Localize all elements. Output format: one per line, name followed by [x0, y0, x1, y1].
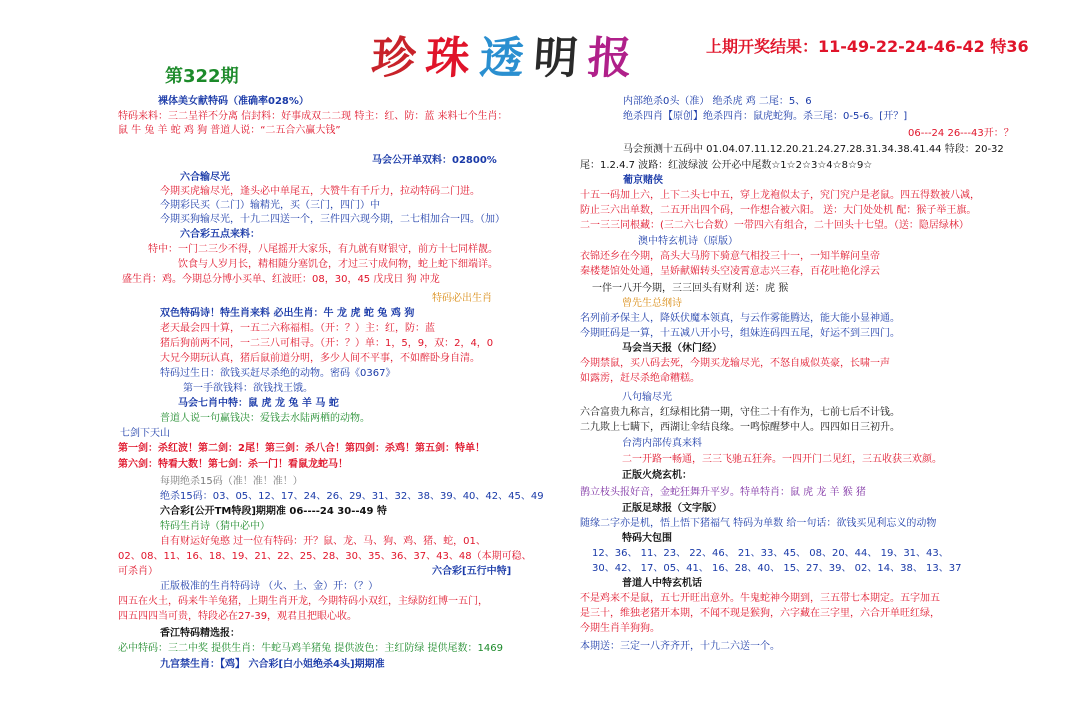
- right-text-line: 随缘二字亦是机，悟上悟下猪福气 特码为单数 给一句话：欲钱买见利忘义的动物: [580, 518, 937, 529]
- left-text-line: 特码过生日：欲钱买赶尽杀绝的动物。密码《0367》: [160, 368, 396, 379]
- left-text-line: 每期绝杀15码（准！准！准！）: [160, 476, 303, 487]
- right-text-line: 衣锦还乡在今期，高头大马胯下骑意气相投三十一，一知半解问皇帝: [580, 251, 880, 262]
- left-text-line: 九宫禁生肖：【鸡】 六合彩[白小姐绝杀4头]期期准: [160, 659, 385, 670]
- right-text-line: 二一三三同根藏：(三二六七合数）一带四六有组合，二十回头十七望。（送：隐居绿林）: [580, 220, 969, 231]
- right-text-line: 正版火烧玄机：: [622, 470, 692, 481]
- right-text-line: 六合富贵九称言，红绿相比猜一期，守住二十有作为，七前七后不计钱。: [580, 407, 900, 418]
- left-text-line: 今期买虎输尽光，逢头必中单尾五，大赞牛有千斤力，拉动特码二门进。: [160, 186, 480, 197]
- left-text-line: 今期彩民买（二门）输精光，买（三门，四门）中: [160, 200, 380, 211]
- right-text-line: 鹊立枝头报好音，金蛇狂舞升平岁。特单特肖：鼠 虎 龙 羊 猴 猪: [580, 487, 866, 498]
- right-text-line: 绝杀四肖【原创】绝杀四肖：鼠虎蛇狗。杀三尾：0-5-6。[开？]: [623, 111, 908, 122]
- newspaper-masthead: [369, 22, 634, 84]
- right-text-line: 今期生肖羊狗狗。: [580, 623, 660, 634]
- left-text-line: 猪后狗前两不同，一二三八可相寻。（开：？）单：1，5，9，双：2，4，0: [160, 338, 494, 349]
- right-text-line: 秦楼楚馆处处通，呈娇献媚转头空凌霄意志兴三春，百花吐艳化浮云: [580, 266, 880, 277]
- right-text-line: 尾：1.2.4.7 波路：红波绿波 公开必中尾数☆1☆2☆3☆4☆8☆9☆: [580, 160, 873, 171]
- left-text-line: 普道人说一句赢钱决：爱钱去水陆两栖的动物。: [160, 413, 370, 424]
- left-text-line: 老天最会四十算，一五二六称福相。（开：？）主：红，防：蓝: [160, 323, 435, 334]
- right-text-line: 普道人中特玄机话: [622, 578, 702, 589]
- masthead-char: 透: [477, 33, 526, 84]
- left-text-line: 六合彩五点来料：: [180, 229, 260, 240]
- left-text-line: 裸体美女献特码（准确率028%）: [158, 96, 309, 107]
- right-text-line: 八句输尽光: [622, 392, 672, 403]
- right-text-line: 名列前矛保主人，降妖伏魔本领真，与云作雾能腾达，能大能小显神通。: [580, 313, 900, 324]
- right-text-line: 葡京赌侠: [623, 175, 663, 186]
- left-text-line: 马会七肖中特：鼠 虎 龙 兔 羊 马 蛇: [178, 398, 339, 409]
- left-text-line: 香江特码精选报：: [160, 628, 240, 639]
- right-text-line: 马会预测十五码中 01.04.07.11.12.20.21.24.27.28.31.34.38.41.44 特段：20-32: [623, 144, 1004, 155]
- right-text-line: 正版足球报（文字版）: [622, 503, 722, 514]
- left-text-line: 自有财运好兔憨 过一位有特码：开？鼠、龙、马、狗、鸡、猪、蛇，01、: [160, 536, 486, 547]
- right-text-line: 内部绝杀0头（准） 绝杀虎 鸡 二尾：5、6: [623, 96, 812, 107]
- left-text-line: 四五四四当可贵，特段必在27-39，观君且把眼心收。: [118, 611, 358, 622]
- left-text-line: 大兄今期玩认真，猪后鼠前道分明，多少人间不平事，不如醉卧身自清。: [160, 353, 480, 364]
- left-text-line: 02、08、11、16、18、19、21、22、25、28、30、35、36、37、43、48（本期可稳、: [118, 551, 532, 562]
- right-text-line: 今期禁鼠，买八码去死，今期买龙输尽光，不怒自威似英豪，长啸一声: [580, 358, 890, 369]
- left-text-line: 四五在火土，码来牛羊兔猪，上期生肖开龙，今期特码小双红，主绿防红博一五门，: [118, 596, 488, 607]
- left-text-line: 六合彩[五行中特]: [432, 566, 512, 577]
- right-text-line: 今期旺码是一算，十五减八开小号，组妹连码四五尾，好运不到三四门。: [580, 328, 900, 339]
- left-text-line: 七剑下天山: [120, 428, 170, 439]
- masthead-char: 珍: [369, 33, 418, 84]
- left-text-line: 第一手欲钱料：欲钱找王饿。: [183, 383, 313, 394]
- left-text-line: 第一剑：杀红波！第二剑：2尾！第三剑：杀八合！第四剑：杀鸡！第五剑：特单！: [118, 443, 485, 454]
- right-text-line: 06---24 26---43开：？: [908, 128, 1014, 139]
- right-text-line: 30、42、 17、05、41、 16、28、40、 15、27、39、 02、14、38、 13、37: [592, 563, 962, 574]
- left-text-line: 特码来料：三二呈祥不分离 信封料：好事成双二二现 特主：红、防：蓝 来料七个生肖：: [118, 111, 508, 122]
- left-text-line: 特码必出生肖: [432, 293, 492, 304]
- left-text-line: 正版极准的生肖特码诗 （火、土、金）开：（？）: [160, 581, 379, 592]
- left-text-line: 第六剑：特看大数！第七剑：杀一门！看鼠龙蛇马！: [118, 459, 348, 470]
- right-text-line: 台湾内部传真来料: [622, 438, 702, 449]
- left-text-line: 六合输尽光: [180, 172, 230, 183]
- right-text-line: 不是鸡来不是鼠，五七开旺出意外。牛鬼蛇神今期到，三五带七本期定。五字加五: [580, 593, 940, 604]
- right-text-line: 二一开路一畅通，三三飞驰五狂奔。一四开门二见红，三五收获三欢颜。: [622, 454, 942, 465]
- right-text-line: 如露雳，赶尽杀绝命糟糕。: [580, 373, 700, 384]
- left-text-line: 鼠 牛 兔 羊 蛇 鸡 狗 普道人说：“二五合六赢大钱”: [118, 125, 341, 136]
- left-text-line: 盛生肖：鸡。今期总分博小买单、红波旺：08，30，45 戊戌日 狗 冲龙: [122, 274, 440, 285]
- masthead-char: 报: [585, 33, 634, 84]
- right-text-line: 是三十，维独老猪开本期，不闻不现是猴狗，六字藏在三字里，六合开单旺红绿，: [580, 608, 940, 619]
- left-text-line: 今期买狗输尽光，十九二四送一个，三件四六现今期，二七相加合一四。（加）: [160, 214, 505, 225]
- issue-number: 第322期: [165, 66, 239, 87]
- right-text-line: 澳中特玄机诗（原版）: [638, 236, 738, 247]
- left-text-line: 马会公开单双料：02800%: [372, 155, 497, 166]
- left-text-line: 必中特码：三二中奖 提供生肖：牛蛇马鸡羊猪兔 提供波色：主红防绿 提供尾数：1469: [118, 643, 503, 654]
- right-text-line: 一伴一八开今期，三三回头有财利 送：虎 猴: [592, 283, 789, 294]
- left-text-line: 双色特码诗！特生肖来料 必出生肖：牛 龙 虎 蛇 兔 鸡 狗: [160, 308, 415, 319]
- masthead-char: 明: [531, 33, 580, 84]
- right-text-line: 特码大包围: [622, 533, 672, 544]
- last-draw-result: 上期开奖结果：11-49-22-24-46-42 特36: [706, 37, 1029, 56]
- right-text-line: 曾先生总纲诗: [622, 298, 682, 309]
- left-text-line: 饮食与人岁月长，精相随分塞饥仓，才过三寸成何物，蛇上蛇下细端详。: [178, 259, 498, 270]
- right-text-line: 十五一码加上六，上下二头七中五，穿上龙袍似太子，究门究户是老鼠。四五得数被八减，: [580, 190, 980, 201]
- right-text-line: 12、36、 11、23、 22、46、 21、33、45、 08、20、44、 19、31、43、: [592, 548, 949, 559]
- left-text-line: 六合彩[公开TM特段]期期准 06----24 30--49 特: [160, 506, 387, 517]
- right-text-line: 本期送：三定一八齐齐开，十九二六送一个。: [580, 641, 780, 652]
- right-text-line: 防止三六出单数，二五开出四个码，一作想合被六阳。 送：大门处处机 配：猴子举王旗。: [580, 205, 977, 216]
- left-text-line: 绝杀15码：03、05、12、17、24、26、29、31、32、38、39、40、42、45、49: [160, 491, 544, 502]
- left-text-line: 特码生肖诗（猜中必中）: [160, 521, 270, 532]
- left-text-line: 特中：一门二三少不得，八尾摇开大家乐，有九就有财银守，前方十七同样靓。: [148, 244, 498, 255]
- right-text-line: 马会当天报（休门经）: [622, 343, 722, 354]
- right-text-line: 二九欺上七瞒下，西湖让伞结良缘。一鸣惊醒梦中人。四四如日三初升。: [580, 422, 900, 433]
- left-text-line: 可杀肖）: [118, 566, 158, 577]
- masthead-char: 珠: [423, 33, 472, 84]
